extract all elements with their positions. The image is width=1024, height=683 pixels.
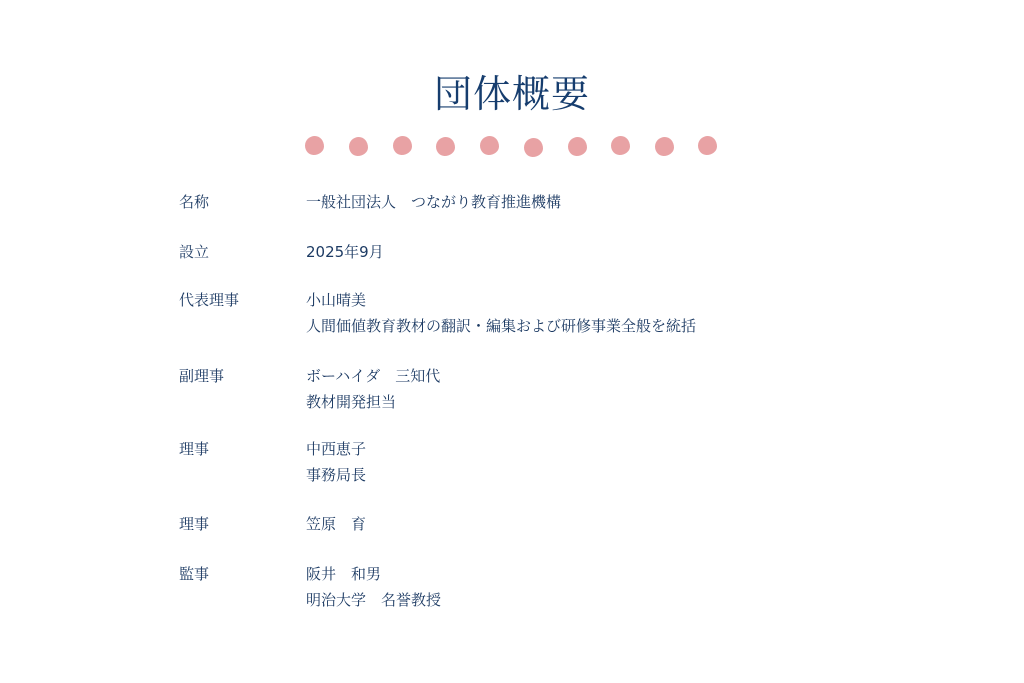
row-value [306,189,561,215]
row-label: 理事 [179,515,210,533]
row-label: 監事 [179,565,210,583]
row-value [306,561,441,613]
value-line: 中西恵子 [306,440,367,458]
value-line: 事務局長 [306,466,367,484]
value-line: ボーハイダ 三知代 [306,367,441,385]
decorative-dot [393,136,412,155]
value-line: 人間価値教育教材の翻訳・編集および研修事業全般を統括 [306,317,697,335]
row-label: 副理事 [179,367,225,385]
value-line: 笠原 育 [306,515,367,533]
row-label: 代表理事 [179,291,240,309]
decorative-dot [480,136,499,155]
page-title: 団体概要 [433,72,590,116]
row-value [306,287,696,339]
row-value [306,511,366,537]
decorative-dot [349,137,368,156]
decorative-dot-divider [305,136,717,158]
decorative-dot [524,138,543,157]
decorative-dot [568,137,587,156]
row-value [306,363,440,415]
decorative-dot [698,136,717,155]
row-label: 名称 [179,193,210,211]
value-line: 明治大学 名誉教授 [306,591,442,609]
value-line: 教材開発担当 [306,393,397,411]
decorative-dot [305,136,324,155]
row-value [306,239,384,265]
decorative-dot [655,137,674,156]
value-line: 一般社団法人 つながり教育推進機構 [306,193,562,211]
decorative-dot [611,136,630,155]
row-value [306,436,366,488]
value-line: 小山晴美 [306,291,367,309]
decorative-dot [436,137,455,156]
row-label: 設立 [179,243,210,261]
value-line: 阪井 和男 [306,565,382,583]
value-line: 2025年9月 [306,243,384,261]
row-label: 理事 [179,440,210,458]
